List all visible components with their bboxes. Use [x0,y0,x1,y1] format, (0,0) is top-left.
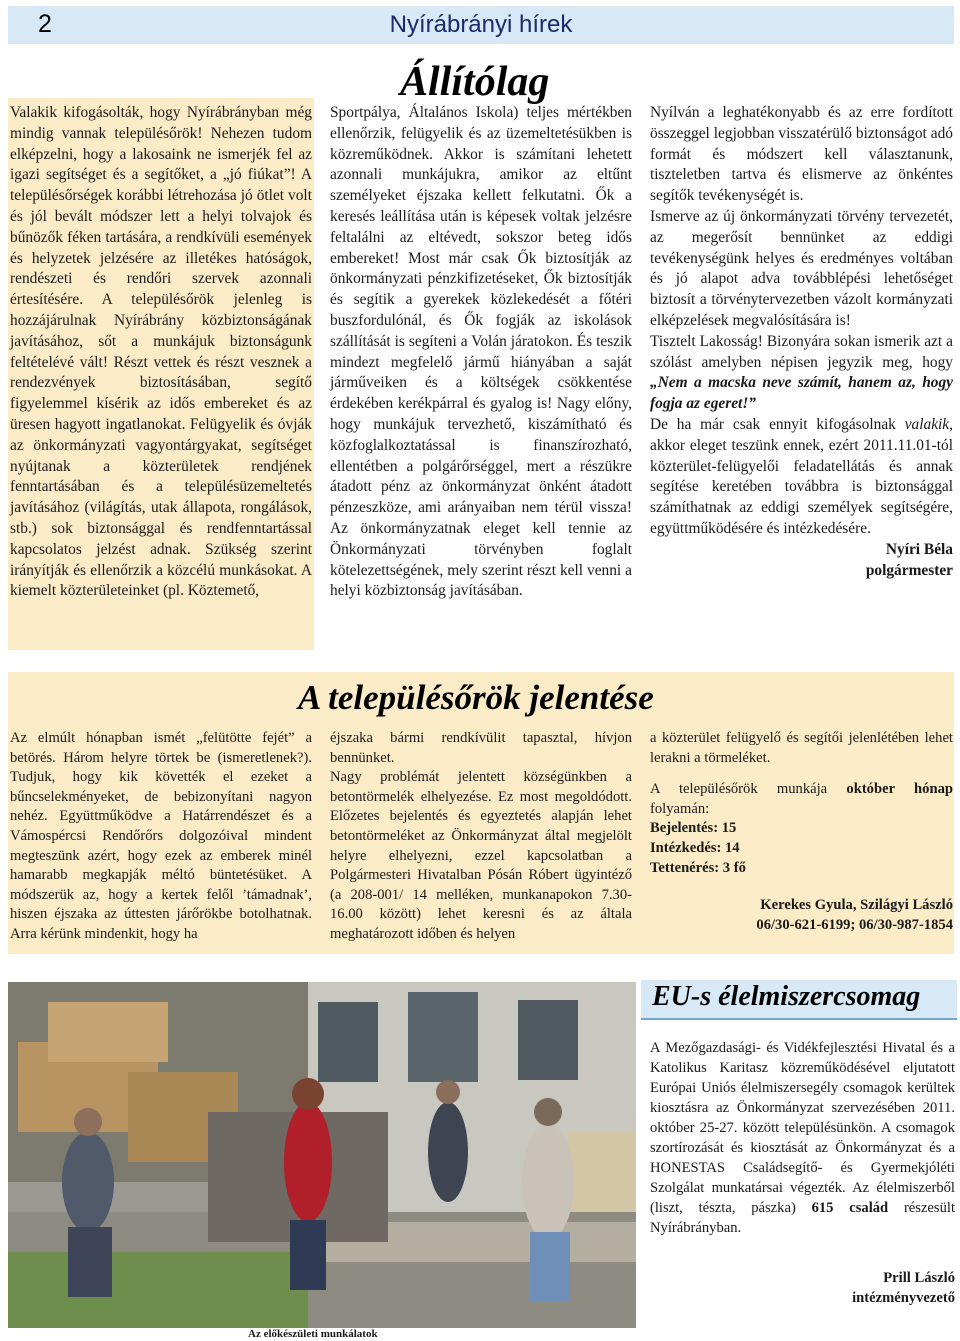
article-report-signature-phones: 06/30-621-6199; 06/30-987-1854 [756,916,953,933]
article-report-col1 [10,729,312,945]
article-report-col3-p2-text-c: folyamán: [650,800,710,817]
article-eu-signature-title: intézményvezető [852,1290,955,1306]
article-report-signature-names: Kerekes Gyula, Szilágyi László [760,897,953,914]
article-eu-text-b: részesült Nyírábrányban. [650,1200,955,1236]
article-allitolag-signature-name: Nyíri Béla [885,540,953,558]
photo-illustration [8,982,636,1328]
article-allitolag-col2 [330,103,632,602]
article-report-col3-p1: a közterület felügyelő és segítői jelenlétében lehet lerakni a törmeléket. [650,730,953,766]
article-report-month: október hónap [846,781,953,798]
photo-caption: Az előkészületi munkálatok [248,1328,378,1340]
article-report-col3-p2-text-a: A településőrök munkája [650,781,847,798]
article-allitolag-col3-p3-text: Tisztelt Lakosság! Bizonyára sokan ismerik azt a szólást amelyben népisen jegyzik meg, hogy [650,332,953,371]
article-allitolag-col3-p3 [650,332,953,415]
article-allitolag-col3-p4 [650,415,953,540]
article-allitolag-col3 [650,103,953,581]
article-allitolag-quote: „Nem a macska neve számít, hanem az, hogy fogja az egeret!” [650,374,953,413]
article-eu-body [650,1038,955,1308]
article-report-col3-p2 [650,780,953,819]
article-allitolag-signature-title: polgármester [865,561,953,579]
article-report-col2-p1: éjszaka bármi rendkívülit tapasztal, hívjon bennünket. [330,730,632,766]
article-report-col3 [650,729,953,935]
article-allitolag-col3-p2: Ismerve az új önkormányzati törvény tervezetét, az megerősít bennünket az eddigi tevékenységünk helyes és eredményes voltában és jó alapot adva továbblépési lehetőséget biztosít a törvénytervezetben vázolt kormányzati elképzelések megvalósítására is! [650,207,953,329]
article-report-col2 [330,729,632,945]
article-eu-family-count: 615 család [811,1200,889,1216]
article-allitolag-col3-p1: Nyílván a leghatékonyabb és az erre fordított összeggel legjobban visszatérülő biztonságot adó formát és módszert kell választanunk, tiszteletben tartva és elismerve az önkéntes segítők tevékenységét is. [650,104,953,205]
photo-preparations [8,982,636,1328]
article-report-stat-reports: Bejelentés: 15 [650,820,737,837]
article-allitolag-col2-text: Sportpálya, Általános Iskola) teljes mértékben ellenőrzik, felügyelik és az üzemeltetésükben is közreműködnek. Akkor is számítani lehetett azonnali munkájukra, amikor az eltűnt személyeket éjszaka kellett felkutatni. Ők a keresés leállítása után is képesek voltak jelzésre feltalálni az eltévedt, sokszor beteg idős embereket! Most már csak Ők biztosítják az önkormányzati pénzkifizetéseket, Ők biztosítják és segítik a gyerekek közlekedését a főtéri buszfordulónál, és Ők fogják az iskolások szállítását is segíteni a Volán járatokon. És teszik mindezt megfelelő jármű hiányában a saját járműveiken és a költségek csökkentése érdekében kerékpárral és gyalog is! Nagy előny, hogy munkájuk tervezhető, kiszámítható és közfoglalkoztatással is finanszírozható, ellentétben a polgárőrséggel, mert a részükre átadott pénz az önkormányzat önként átadott pénzeszköze, ami arányaiban nem térül vissza! Az önkormányzatnak eleget kell tennie az Önkormányzati törvényben foglalt kötelezettségének, mely szerint részt kell venni a helyi közbiztonság javításában. [330,104,632,600]
article-allitolag-title: Állítólag [400,59,550,105]
article-report-title: A településőrök jelentése [298,678,654,717]
page-header [8,6,954,44]
article-report-col1-text: Az elmúlt hónapban ismét „felütötte fejét” a betörés. Három helyre törtek be (ismeretlenek?). Tudjuk, hogy kik követték el ezeket a bűncselekményeket, de bebizonyítani nagyon nehéz. Együttműködve a Határrendészet és a Vámospércsi Rendőrőrs dolgozóival mindent megteszünk azért, hogy ezek az emberek minél hamarabb megkapják méltó büntetésüket. A módszerük az, hogy a kertek felől ’támadnak’, hiszen éjszaka az úttesten járőrökbe botolhatnak. Arra kérünk mindenkit, hogy ha [10,730,312,942]
article-eu-text [650,1038,955,1238]
article-report-col2-p2: Nagy problémát jelentett községünkben a betontörmelék elhelyezése. Ez most megoldódott. Előzetes bejelentés és egyeztetés alapján lehet betontörmeléket az Önkormányzat által megjelölt helyre elhelyezni, ezzel kapcsolatban a Polgármesteri Hivatalban Pósán Róbert ügyintéző (a 208-001/ 14 melléken, munkanapokon 7.30- 16.00 között) lehet keresni és az általa meghatározott időben és helyen [330,769,632,942]
article-allitolag-col3-p4-text-a: De ha már csak ennyit kifogásolnak [650,415,905,433]
article-allitolag-col3-p4-italic: valakik, [904,415,953,433]
article-allitolag-col1-text: Valakik kifogásolták, hogy Nyírábrányban még mindig vannak településőrök! Nehezen tudom elképzelni, hogy a lakosaink ne ismerjék fel az igazi segítséget és a segítőket, a „jó fiúkat”! A településőrségek korábbi létrehozása jó ötlet volt és jól bevált módszer lett a helyi tolvajok és bűnözők féken tartására, a rendkívüli események és helyzetek jelzésére az illetékes hatóságok, rendészeti és rendőri szervek azonnali értesítésére. A településőrök jelenleg is hozzájárulnak Nyírábrány közbiztonságának javításához, sőt a munkájuk biztonságunk feltételévé vált! Részt vettek és részt vesznek a rendezvények biztosításában, segítő figyelemmel kísérik az idős embereket és az üresen hagyott ingatlanokat. Felügyelik és óvják az önkormányzati vagyontárgyakat, segítséget nyújtanak a közterületek rendjének fenntartásában és a településüzemeltetés javításához (világítás, utak állapota, rongálások, stb.) sok biztonsággal és rendfenntartással kapcsolatos jelzést adnak. Szükség szerint irányítják és ellenőrzik a közcélú munkásokat. A kiemelt közterületeinket (pl. Köztemető, [10,104,312,600]
article-report-stat-actions: Intézkedés: 14 [650,839,740,856]
article-eu-signature-name: Prill László [883,1270,955,1286]
masthead-title: Nyírábrányi hírek [389,11,573,38]
article-allitolag-col3-p4-text-b: akkor eleget teszünk ennek, ezért 2011.11.01-tól közterület-felügyelői feladatellátás és annak segítése keretében továbbra is biztonsággal számíthatnak az eddigi személyek segítségére, együttműködésére és intézkedésére. [650,436,953,537]
article-eu-rule [641,1018,957,1020]
article-report-stat-arrests: Tettenérés: 3 fő [650,859,746,876]
article-eu-text-a: A Mezőgazdasági- és Vidékfejlesztési Hivatal és a Katolikus Karitasz közreműködésével eljutatott Európai Uniós élelmiszersegély csomagok kerültek kiosztásra az Önkormányzat szervezésében 2011. október 25-27. között településünkön. A csomagok szortírozását és kiosztását az Önkormányzat és a HONESTAS Családsegítő- és Gyermekjóléti Szolgálat munkatársai végezték. Az élelmiszerből (liszt, tészta, pászka) [650,1040,955,1216]
page-number: 2 [38,10,52,38]
article-eu-title: EU-s élelmiszercsomag [652,981,921,1012]
article-allitolag-col1 [10,103,312,602]
